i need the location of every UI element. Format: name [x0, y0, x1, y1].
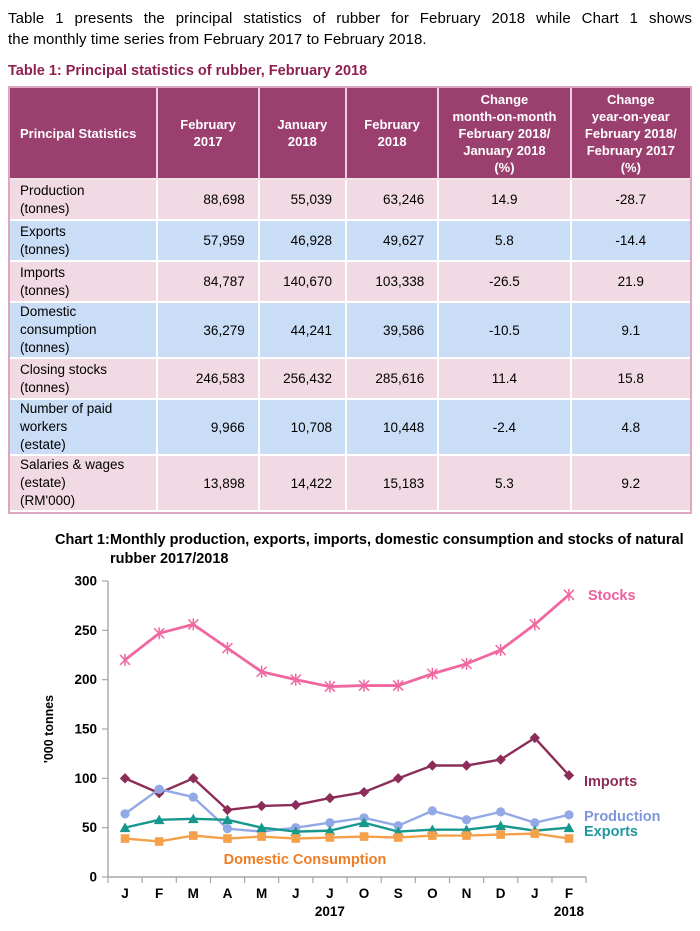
- chart-title: [55, 531, 692, 569]
- value-cell: 39,586: [347, 303, 439, 359]
- data-point-square: [155, 837, 164, 846]
- data-point-square: [291, 834, 300, 843]
- data-point-diamond: [393, 773, 403, 783]
- value-cell: 13,898: [158, 456, 259, 512]
- data-point-square: [531, 829, 540, 838]
- data-point-square: [189, 831, 198, 840]
- table-row: [10, 456, 690, 512]
- y-axis-tick-label: 200: [74, 672, 97, 688]
- value-cell: 57,959: [158, 221, 259, 262]
- column-header: Principal Statistics: [10, 88, 158, 180]
- data-point-circle: [155, 785, 164, 794]
- data-point-diamond: [120, 773, 130, 783]
- data-point-circle: [428, 806, 437, 815]
- data-point-diamond: [291, 800, 301, 810]
- value-cell: 44,241: [260, 303, 347, 359]
- column-header: February 2018: [347, 88, 439, 180]
- series-label-imports: Imports: [584, 774, 638, 790]
- x-axis-month-label: F: [564, 886, 574, 901]
- value-cell: 14,422: [260, 456, 347, 512]
- data-point-circle: [223, 824, 232, 833]
- chart-title-text: [110, 531, 684, 569]
- column-header: Change month-on-month February 2018/ January 2018 (%): [439, 88, 571, 180]
- change-cell: 21.9: [572, 262, 690, 303]
- data-point-diamond: [256, 801, 266, 811]
- change-cell: 4.8: [572, 400, 690, 456]
- series-label-exports: Exports: [584, 824, 638, 840]
- x-axis-month-label: O: [427, 886, 438, 901]
- column-header: February 2017: [158, 88, 259, 180]
- row-label: Salaries & wages (estate) (RM'000): [10, 456, 158, 512]
- chart-title-line-1: Monthly production, exports, imports, domestic consumption and stocks of natural: [110, 532, 684, 548]
- value-cell: 88,698: [158, 180, 259, 221]
- value-cell: 10,448: [347, 400, 439, 456]
- x-axis-month-label: M: [187, 886, 199, 901]
- data-point-square: [121, 834, 130, 843]
- x-axis-month-label: J: [291, 886, 300, 901]
- chart-title-line-2: rubber 2017/2018: [110, 551, 229, 567]
- table-row: [10, 359, 690, 400]
- value-cell: 55,039: [260, 180, 347, 221]
- x-axis-month-label: A: [222, 886, 233, 901]
- data-point-square: [428, 831, 437, 840]
- row-label: Production (tonnes): [10, 180, 158, 221]
- row-label: Domestic consumption (tonnes): [10, 303, 158, 359]
- data-point-square: [223, 834, 232, 843]
- change-cell: 5.8: [439, 221, 571, 262]
- x-axis-year-label: 2017: [314, 904, 345, 919]
- y-axis-tick-label: 100: [74, 770, 97, 786]
- series-label-stocks: Stocks: [588, 588, 636, 604]
- row-label: Exports (tonnes): [10, 221, 158, 262]
- table-row: [10, 303, 690, 359]
- data-point-circle: [564, 810, 573, 819]
- change-cell: 11.4: [439, 359, 571, 400]
- data-point-diamond: [461, 760, 471, 770]
- x-axis-month-label: F: [155, 886, 164, 901]
- change-cell: 15.8: [572, 359, 690, 400]
- table-row: [10, 262, 690, 303]
- value-cell: 103,338: [347, 262, 439, 303]
- change-cell: -10.5: [439, 303, 571, 359]
- table-row: [10, 180, 690, 221]
- statistics-table-border: [8, 86, 692, 514]
- column-header: Change year-on-year February 2018/ February 2017 (%): [572, 88, 690, 180]
- data-point-square: [565, 834, 574, 843]
- data-point-square: [360, 832, 369, 841]
- x-axis-month-label: O: [358, 886, 370, 901]
- value-cell: 36,279: [158, 303, 259, 359]
- value-cell: 84,787: [158, 262, 259, 303]
- row-label: Number of paid workers (estate): [10, 400, 158, 456]
- data-point-square: [496, 830, 505, 839]
- x-axis-year-label: 2018: [553, 904, 584, 919]
- table-header: [10, 88, 690, 180]
- intro-line-2: the monthly time series from February 2017 to February 2018.: [8, 31, 427, 48]
- change-cell: -26.5: [439, 262, 571, 303]
- y-axis-tick-label: 250: [74, 622, 97, 638]
- change-cell: 9.2: [572, 456, 690, 512]
- change-cell: 5.3: [439, 456, 571, 512]
- y-axis-title: '000 tonnes: [42, 694, 56, 764]
- y-axis-tick-label: 300: [74, 573, 97, 589]
- change-cell: -14.4: [572, 221, 690, 262]
- data-point-diamond: [325, 793, 335, 803]
- value-cell: 49,627: [347, 221, 439, 262]
- table-title: Table 1: Principal statistics of rubber, February 2018: [8, 63, 368, 79]
- y-axis-tick-label: 50: [81, 820, 97, 836]
- rubber-line-chart: [8, 569, 700, 931]
- value-cell: 10,708: [260, 400, 347, 456]
- table-row: [10, 400, 690, 456]
- value-cell: 46,928: [260, 221, 347, 262]
- series-line-stocks: [125, 595, 569, 687]
- value-cell: 9,966: [158, 400, 259, 456]
- row-label: Closing stocks (tonnes): [10, 359, 158, 400]
- data-point-circle: [120, 809, 129, 818]
- value-cell: 15,183: [347, 456, 439, 512]
- statistics-table: [10, 88, 690, 512]
- data-point-square: [394, 833, 403, 842]
- value-cell: 246,583: [158, 359, 259, 400]
- value-cell: 63,246: [347, 180, 439, 221]
- table-row: [10, 221, 690, 262]
- data-point-square: [462, 831, 471, 840]
- row-label: Imports (tonnes): [10, 262, 158, 303]
- x-axis-month-label: M: [255, 886, 268, 901]
- data-point-circle: [189, 792, 198, 801]
- chart-title-prefix: Chart 1:: [55, 532, 110, 548]
- y-axis-tick-label: 0: [89, 869, 97, 885]
- data-point-diamond: [427, 760, 437, 770]
- data-point-square: [326, 833, 335, 842]
- change-cell: 9.1: [572, 303, 690, 359]
- x-axis-month-label: J: [121, 886, 129, 901]
- x-axis-month-label: J: [326, 886, 334, 901]
- y-axis-tick-label: 150: [74, 721, 97, 737]
- data-point-diamond: [359, 787, 369, 797]
- column-header: January 2018: [260, 88, 347, 180]
- value-cell: 140,670: [260, 262, 347, 303]
- x-axis-month-label: S: [393, 886, 403, 901]
- data-point-circle: [462, 815, 471, 824]
- x-axis-month-label: D: [495, 886, 506, 901]
- series-label-domestic-consumption: Domestic Consumption: [223, 852, 387, 868]
- value-cell: 256,432: [260, 359, 347, 400]
- change-cell: -28.7: [572, 180, 690, 221]
- x-axis-month-label: J: [531, 886, 539, 901]
- table-body: [10, 180, 690, 512]
- data-point-square: [257, 832, 266, 841]
- intro-line-1: Table 1 presents the principal statistics of rubber for February 2018 while Chart 1 shows: [8, 10, 692, 27]
- change-cell: -2.4: [439, 400, 571, 456]
- x-axis-month-label: N: [461, 886, 472, 901]
- change-cell: 14.9: [439, 180, 571, 221]
- value-cell: 285,616: [347, 359, 439, 400]
- intro-paragraph: [8, 8, 692, 50]
- series-label-production: Production: [584, 809, 661, 825]
- data-point-circle: [496, 807, 505, 816]
